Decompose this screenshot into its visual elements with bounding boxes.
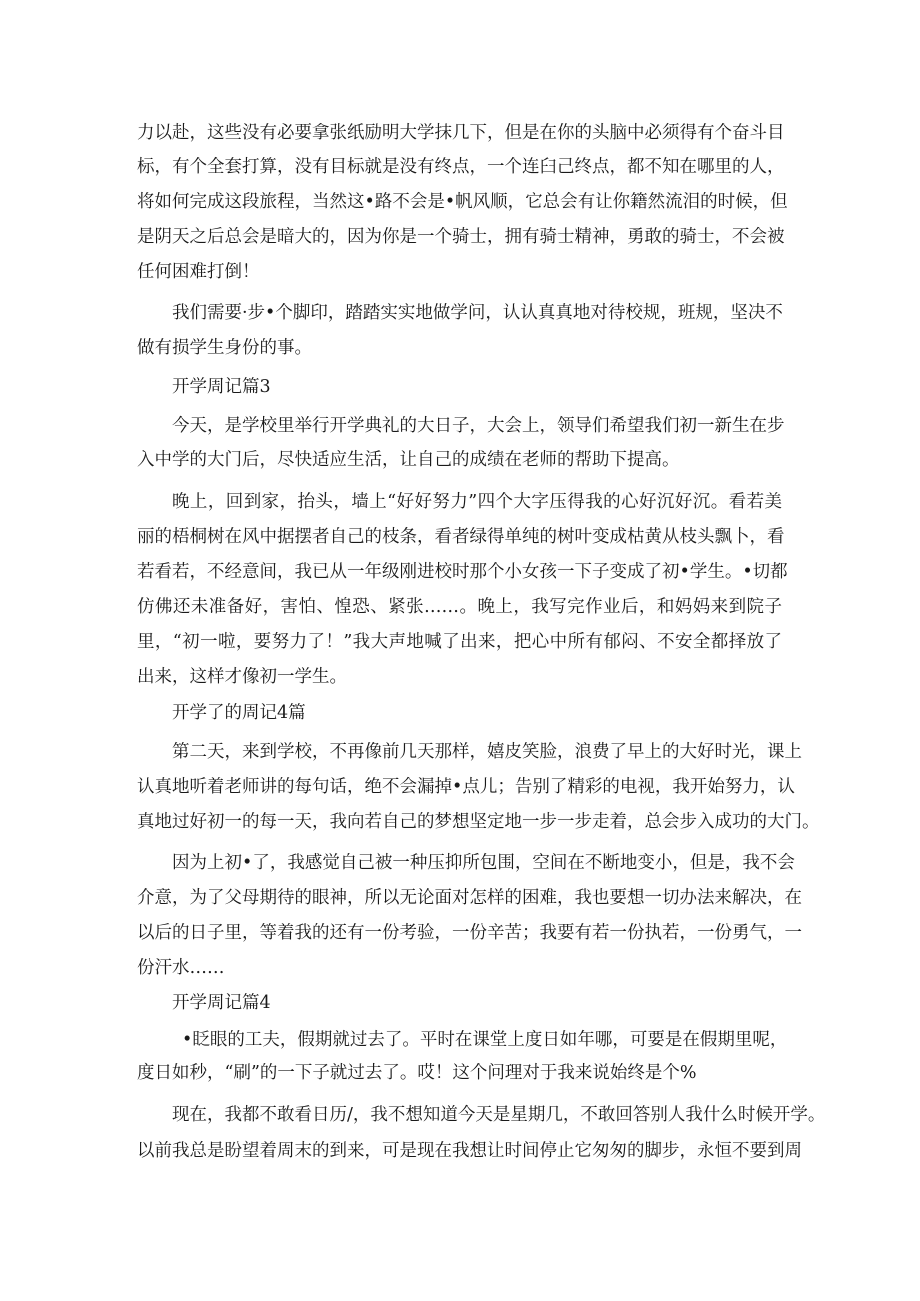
section-heading: 开学周记篇3 — [172, 377, 271, 397]
text-line: 将如何完成这段旅程，当然这•路不会是•帆风顺，它总会有让你籍然流泪的时候，但 — [137, 192, 788, 212]
text-line: 入中学的大门后，尽快适应生活，让自己的成绩在老师的帮助下提高。 — [137, 450, 680, 470]
text-line: 现在，我都不敢看日历/，我不想知道今天是星期几，不敢回答别人我什么时候开学。 — [172, 1105, 826, 1125]
text-line: •眨眼的工夫，假期就过去了。平时在课堂上度日如年哪，可要是在假期里呢， — [182, 1030, 788, 1050]
text-line: 介意，为了父母期待的眼神，所以无论面对怎样的困难，我也要想一切办法来解决，在 — [137, 888, 802, 908]
text-line: 真地过好初一的每一天，我向若自己的梦想坚定地一步一步走着，总会步入成功的大门。 — [137, 812, 820, 832]
text-line: 第二天，来到学校，不再像前几天那样，嬉皮笑脸，浪费了早上的大好时光，课上 — [172, 742, 802, 762]
section-heading: 开学了的周记4篇 — [172, 703, 306, 723]
text-line: 以前我总是盼望着周末的到来，可是现在我想让时间停止它匆匆的脚步，永恒不要到周 — [137, 1141, 802, 1161]
text-line: 认真地听着老师讲的每句话，绝不会漏掉•点儿；告别了精彩的电视，我开始努力，认 — [137, 777, 795, 797]
text-line: 我们需要·步•个脚印，踏踏实实地做学问，认认真真地对待校规，班规，坚决不 — [172, 303, 783, 323]
text-line: 是阴天之后总会是暗大的，因为你是一个骑士，拥有骑士精神，勇敢的骑士，不会被 — [137, 227, 785, 247]
text-line: 出来，这样才像初一学生。 — [137, 667, 347, 687]
text-line: 标，有个全套打算，没有目标就是没有终点，一个连臼己终点，都不知在哪里的人， — [137, 157, 785, 177]
text-line: 里，“初一啦，要努力了！”我大声地喊了出来，把心中所有郁闷、不安全都择放了 — [137, 632, 782, 652]
text-line: 若看若，不经意间，我已从一年级刚进校时那个小女孩一下子变成了初•学生。•切都 — [137, 562, 788, 582]
text-line: 丽的梧桐树在风中据摆者自己的枝条，看者绿得单纯的树叶变成枯黄从枝头飘卜，看 — [137, 527, 785, 547]
text-line: 因为上初•了，我感觉自己被一种压抑所包围，空间在不断地变小，但是，我不会 — [172, 853, 795, 873]
text-line: 今天，是学校里举行开学典礼的大日子，大会上，领导们希望我们初一新生在步 — [172, 416, 785, 436]
text-line: 份汗水…… — [137, 958, 225, 978]
text-line: 仿佛还未准备好，害怕、惶恐、紧张……。晚上，我写完作业后，和妈妈来到院子 — [137, 597, 782, 617]
text-line: 以后的日子里，等着我的还有一份考验，一份辛苦；我要有若一份执若，一份勇气，一 — [137, 923, 802, 943]
text-line: 度日如秒，“刷”的一下子就过去了。哎！这个问理对于我来说始终是个% — [137, 1063, 697, 1083]
text-line: 力以赴，这些没有必要拿张纸励明大学抹几下，但是在你的头脑中必须得有个奋斗目 — [137, 123, 785, 143]
section-heading: 开学周记篇4 — [172, 993, 271, 1013]
text-line: 做有损学生身份的事。 — [137, 338, 312, 358]
text-line: 任何困难打倒！ — [137, 262, 260, 282]
text-line: 晚上，回到家，抬头，墙上“好好努力”四个大字压得我的心好沉好沉。看若美 — [172, 492, 782, 512]
